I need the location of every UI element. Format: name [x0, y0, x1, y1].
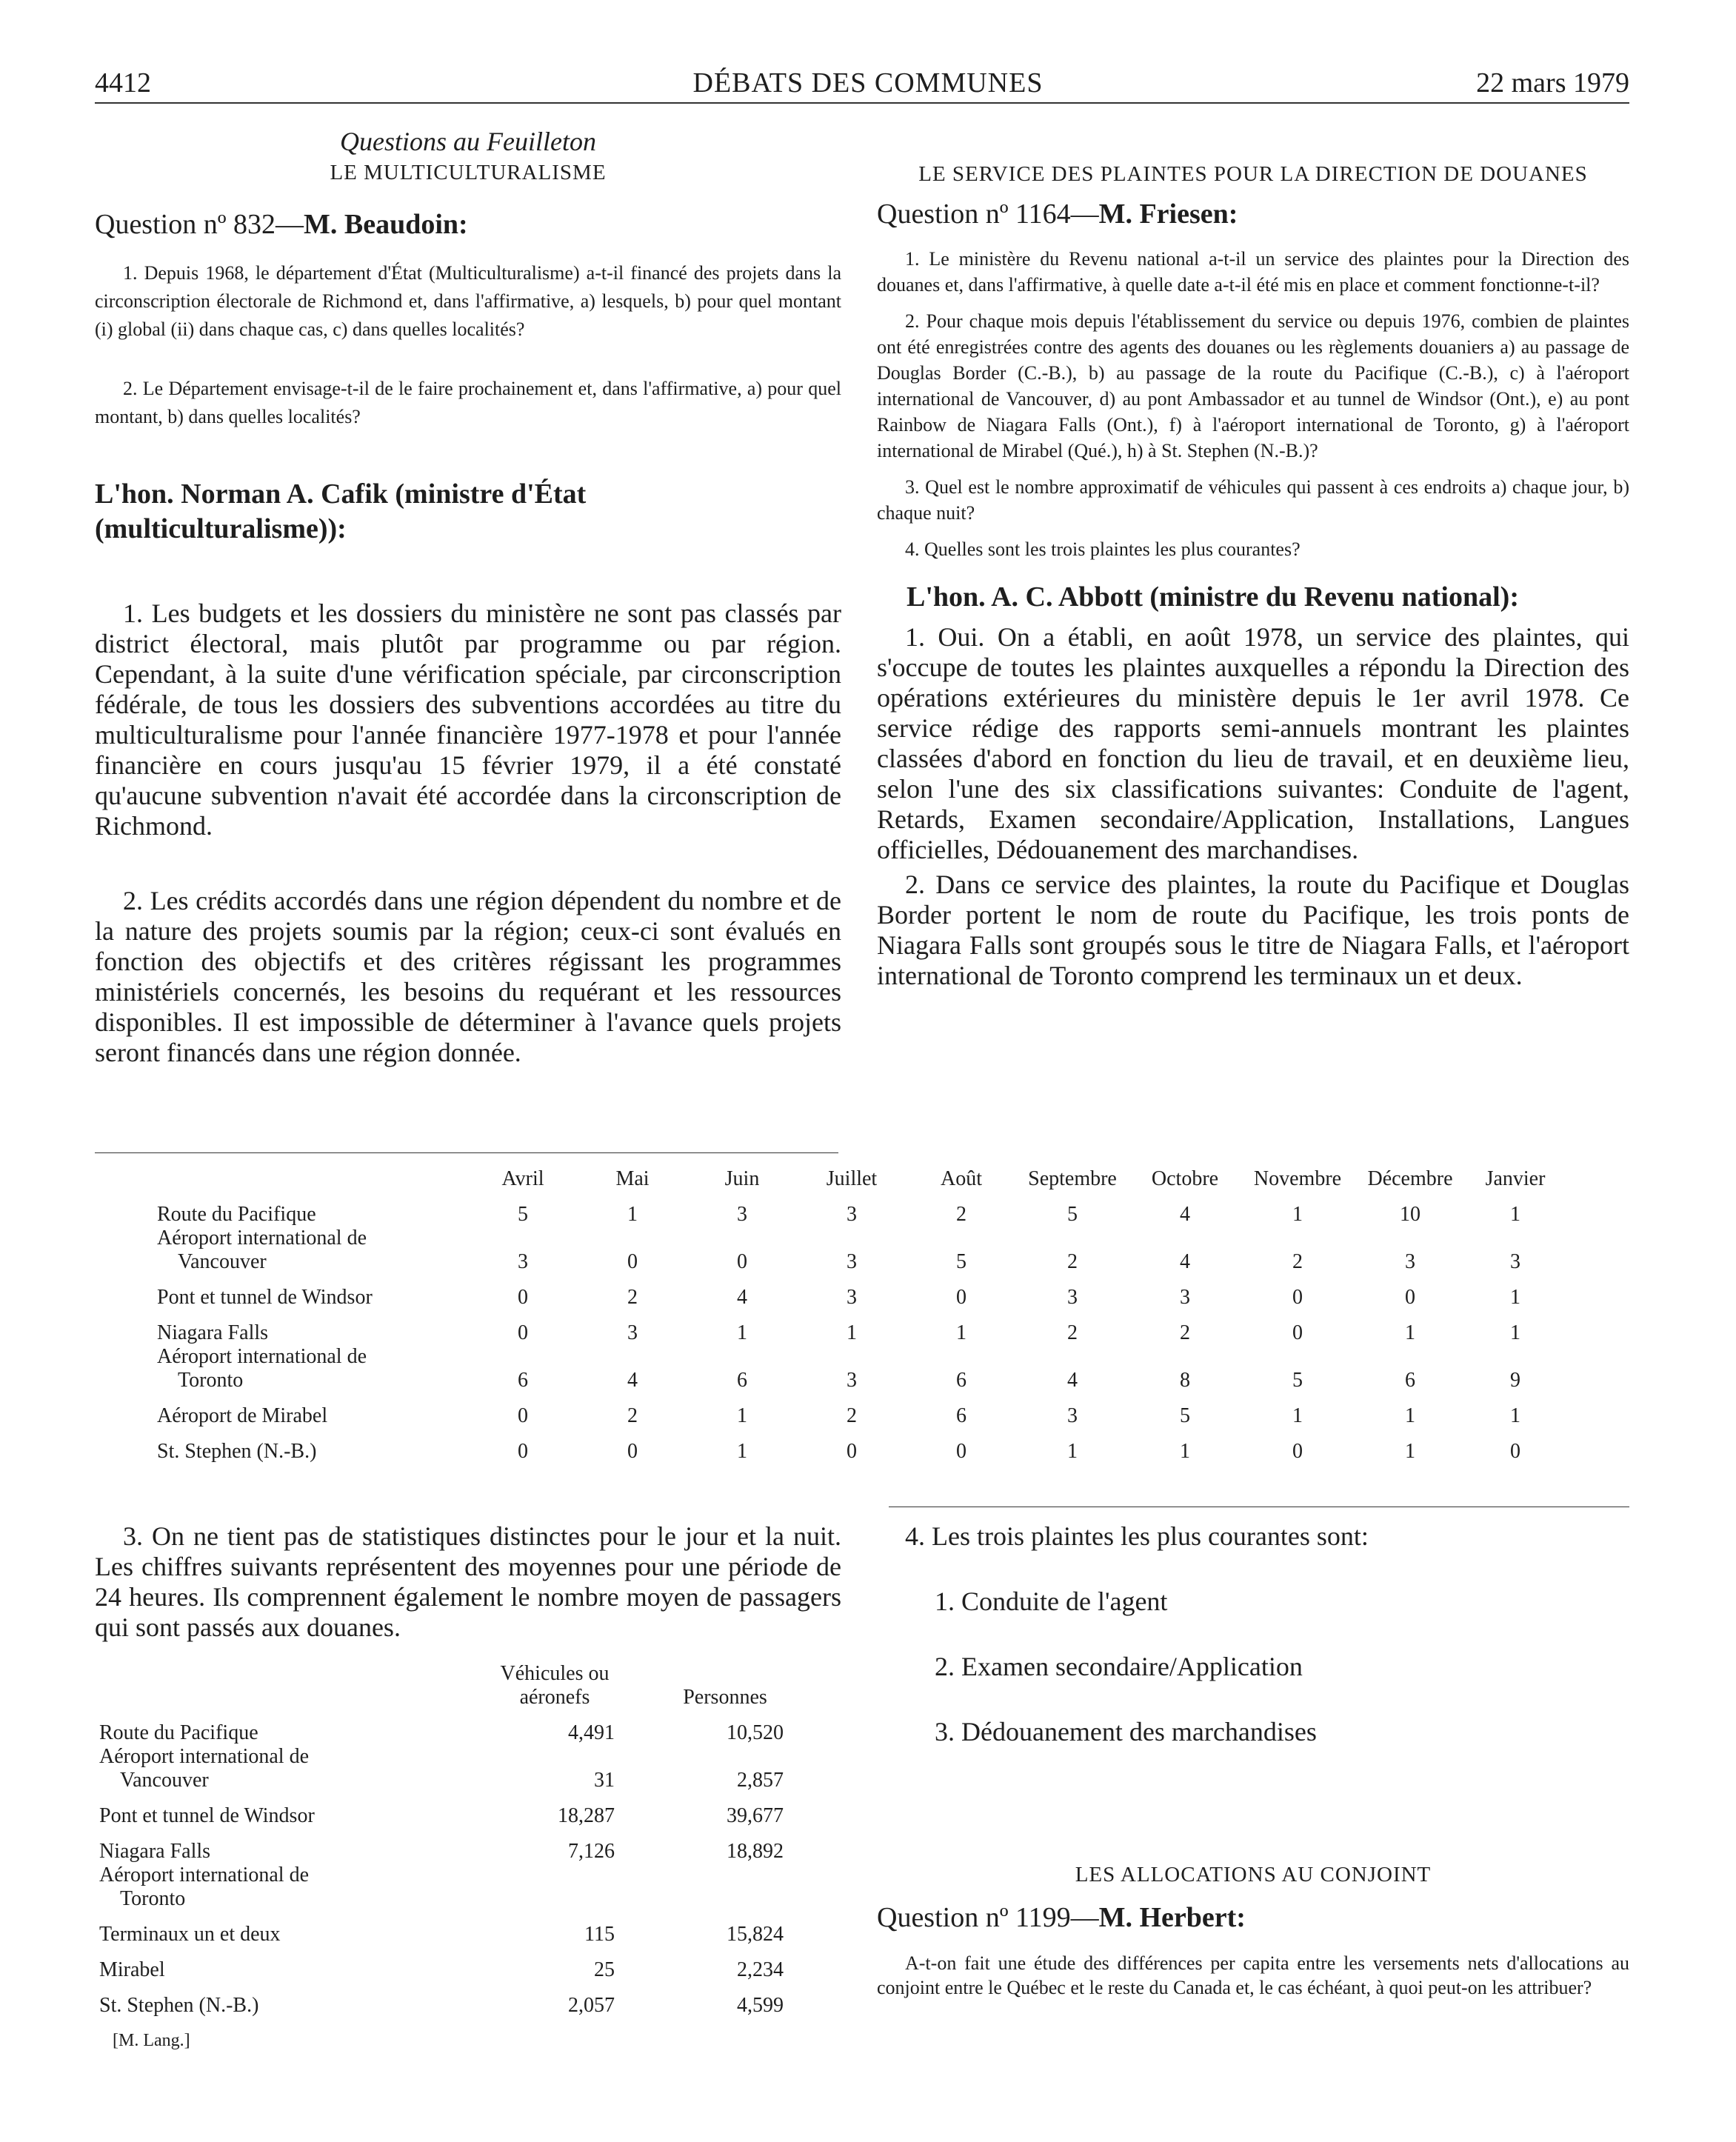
row-label: St. Stephen (N.-B.): [157, 1440, 317, 1463]
answer-paragraph: 2. Dans ce service des plaintes, la route du Pacifique et Douglas Border portent le nom de route du Pacifique, les trois ponts de Niagara Falls sont groupés sous le titre de Niagara Falls, et l'aéroport international de Toronto comprend les terminaux un et deux.: [877, 870, 1629, 990]
table-cell: 1: [1067, 1440, 1078, 1463]
table-cell: 10: [1400, 1203, 1420, 1226]
column-header-month: Novembre: [1253, 1167, 1342, 1190]
table-cell: 6: [737, 1369, 747, 1392]
column-header-month: Mai: [615, 1167, 650, 1190]
table-row: [157, 1392, 1564, 1428]
daily-averages-table: [99, 1662, 795, 2051]
table-cell: 3: [737, 1203, 747, 1226]
monthly-complaints-table: [157, 1161, 1564, 1464]
table-cell: 0: [627, 1250, 638, 1273]
table-row: [99, 1745, 795, 1792]
table-cell: 0: [956, 1286, 967, 1309]
table-cell: [447, 1864, 618, 1911]
section-heading-italic: Questions au Feuilleton: [340, 127, 596, 156]
left-column: [95, 124, 841, 1068]
table-row: [99, 1982, 795, 2018]
table-cell: 2,234: [737, 1958, 784, 1981]
answer-paragraph: 1. Les budgets et les dossiers du ministère ne sont pas classés par district électoral, mais plutôt par programme ou par région. Cependant, à la suite d'une vérification spéciale, par circonscription fédérale, de tous les dossiers des subventions accordées au titre du multiculturalisme pour l'année financière 1977-1978 et pour l'année financière en cours jusqu'au 15 février 1979, il a été constaté qu'aucune subvention n'avait été accordée dans la circonscription de Richmond.: [95, 598, 841, 841]
table-cell: 2: [1292, 1250, 1303, 1273]
table-cell: [618, 1864, 795, 1911]
page-title: DÉBATS DES COMMUNES: [692, 67, 1044, 99]
table-cell: 0: [518, 1286, 528, 1309]
table-cell: 31: [594, 1769, 615, 1792]
minister-cafik: L'hon. Norman A. Cafik (ministre d'État (multiculturalisme)):: [95, 478, 587, 544]
answer-paragraph: 1. Oui. On a établi, en août 1978, un service des plaintes, qui s'occupe de toutes les plaintes auxquelles a répondu la Direction des opérations extérieures du ministère depuis le 1er avril 1978. Ce service rédige des rapports semi-annuels montrant les plaintes classées d'abord en fonction du lieu de travail, et en deuxième lieu, selon l'une des six classifications suivantes: Conduite de l'agent, Retards, Examen secondaire/Application, Installations, Langues officielles, Dédouanement des marchandises.: [877, 622, 1629, 864]
table-row: [99, 1792, 795, 1828]
table-cell: 0: [847, 1440, 857, 1463]
table-row: [157, 1428, 1564, 1464]
column-header-month: Janvier: [1485, 1167, 1546, 1190]
table-cell: 18,892: [727, 1840, 784, 1863]
question-1199-text: A-t-on fait une étude des différences per capita entre les versements nets d'allocations au conjoint entre le Québec et le reste du Canada et, le cas échéant, à quoi peut-on les attribuer?: [877, 1952, 1629, 1998]
table-cell: 3: [627, 1321, 638, 1344]
table-row: [157, 1274, 1564, 1309]
table-cell: 4: [737, 1286, 747, 1309]
table-cell: 1: [847, 1321, 857, 1344]
question-paragraph: 2. Le Département envisage-t-il de le faire prochainement et, dans l'affirmative, a) pour quel montant, b) dans quelles localités?: [95, 378, 841, 427]
row-label: Aéroport international de Toronto: [99, 1864, 310, 1910]
table-cell: 0: [518, 1404, 528, 1427]
table-cell: 1: [1405, 1321, 1415, 1344]
table-cell: 1: [1405, 1440, 1415, 1463]
list-item: 3. Dédouanement des marchandises: [935, 1717, 1317, 1746]
question-1199: Question nº 1199—M. Herbert:: [877, 1902, 1246, 1933]
question-1164: Question nº 1164—M. Friesen:: [877, 198, 1238, 230]
table-cell: 2: [1067, 1250, 1078, 1273]
table-cell: 6: [956, 1404, 967, 1427]
table-cell: 4,599: [737, 1994, 784, 2017]
table-cell: 2: [847, 1404, 857, 1427]
table-row: [157, 1191, 1564, 1227]
table-cell: 9: [1510, 1369, 1520, 1392]
column-header-month: Juin: [724, 1167, 760, 1190]
table-header-row: [157, 1161, 1564, 1191]
question-832: Question nº 832—M. Beaudoin:: [95, 209, 468, 240]
table-cell: 3: [847, 1250, 857, 1273]
table-row: [99, 1709, 795, 1745]
table-cell: 1: [1510, 1286, 1520, 1309]
table-cell: 0: [737, 1250, 747, 1273]
table-cell: 3: [1067, 1286, 1078, 1309]
table-row: [99, 1828, 795, 1864]
table-cell: 2: [1180, 1321, 1190, 1344]
table-cell: 2: [1067, 1321, 1078, 1344]
table-cell: 0: [1405, 1286, 1415, 1309]
answer-paragraph: 2. Les crédits accordés dans une région dépendent du nombre et de la nature des projets soumis par la région; ceux-ci sont évalués en fonction des objectifs et des critères régissant les programmes ministériels concernés, les besoins du requérant et les ressources disponibles. Il est impossible de déterminer à l'avance quels projets seront financés dans une région donnée.: [95, 886, 841, 1067]
question-paragraph: 1. Depuis 1968, le département d'État (Multiculturalisme) a-t-il financé des projets dans la circonscription électorale de Richmond et, dans l'affirmative, a) lesquels, b) pour quel montant (i) global (ii) dans chaque cas, c) dans quelles localités?: [95, 262, 841, 340]
table-cell: 0: [1292, 1286, 1303, 1309]
row-label: Route du Pacifique: [99, 1721, 258, 1744]
section-title-plaintes: LE SERVICE DES PLAINTES POUR LA DIRECTION DE DOUANES: [918, 162, 1588, 186]
row-label: Niagara Falls: [157, 1321, 269, 1344]
row-label: Route du Pacifique: [157, 1203, 316, 1226]
table-header-row: [99, 1662, 795, 1709]
column-header-personnes: Personnes: [683, 1686, 767, 1709]
list-item: 1. Conduite de l'agent: [935, 1587, 1168, 1616]
table-cell: 4: [1180, 1203, 1190, 1226]
table-cell: 3: [847, 1286, 857, 1309]
table-cell: 1: [1510, 1404, 1520, 1427]
table-cell: 5: [1180, 1404, 1190, 1427]
answer-1164: [877, 622, 1629, 991]
question-paragraph: 4. Quelles sont les trois plaintes les plus courantes?: [905, 538, 1301, 560]
table-cell: 1: [1292, 1203, 1303, 1226]
table-cell: 1: [1180, 1440, 1190, 1463]
row-label: Mirabel: [99, 1958, 165, 1981]
table-cell: 0: [1292, 1321, 1303, 1344]
column-header-month: Octobre: [1151, 1167, 1219, 1190]
answer-3: 3. On ne tient pas de statistiques distinctes pour le jour et la nuit. Les chiffres suivants représentent des moyennes pour une période de 24 heures. Ils comprennent également le nombre moyen de passagers qui sont passés aux douanes.: [95, 1521, 841, 1642]
question-1164-text: [877, 246, 1629, 562]
table-cell: 10,520: [727, 1721, 784, 1744]
left-column-rule: [95, 1152, 838, 1153]
table-cell: 2: [956, 1203, 967, 1226]
table-cell: 1: [1510, 1203, 1520, 1226]
table-row: [99, 1946, 795, 1982]
table-cell: 39,677: [727, 1804, 784, 1827]
row-label: Pont et tunnel de Windsor: [157, 1286, 373, 1309]
answer-4-intro: 4. Les trois plaintes les plus courantes sont:: [905, 1521, 1369, 1551]
table-cell: 3: [1405, 1250, 1415, 1273]
question-paragraph: 2. Pour chaque mois depuis l'établissement du service ou depuis 1976, combien de plaintes ont été enregistrées contre des agents des douanes ou les règlements douaniers a) au passage de Douglas Border (C.-B.), b) au passage de la route du Pacifique (C.-B.), c) à l'aéroport international de Vancouver, d) au pont Ambassador et au tunnel de Windsor (Ont.), e) au pont Rainbow de Niagara Falls (Ont.), f) à l'aéroport international de Toronto, g) à l'aéroport international de Mirabel (Qué.), h) à St. Stephen (N.-B.)?: [877, 310, 1629, 461]
author-note: [M. Lang.]: [113, 2031, 190, 2050]
table-cell: 6: [956, 1369, 967, 1392]
table-cell: 0: [956, 1440, 967, 1463]
table-cell: 3: [1180, 1286, 1190, 1309]
table-row: [157, 1227, 1564, 1274]
column-header-month: Avril: [501, 1167, 544, 1190]
table-cell: 0: [1292, 1440, 1303, 1463]
table-cell: 6: [1405, 1369, 1415, 1392]
table-cell: 4: [627, 1369, 638, 1392]
table-cell: 2,857: [737, 1769, 784, 1792]
column-header-month: Septembre: [1028, 1167, 1117, 1190]
row-label: Aéroport de Mirabel: [157, 1404, 328, 1427]
section-title-multiculturalisme: LE MULTICULTURALISME: [330, 161, 607, 184]
table-row: [99, 1864, 795, 1911]
header-rule: [95, 102, 1629, 104]
row-label: Niagara Falls: [99, 1840, 211, 1863]
table-cell: 0: [1510, 1440, 1520, 1463]
column-header-month: Décembre: [1367, 1167, 1453, 1190]
table-cell: 3: [1510, 1250, 1520, 1273]
table-cell: 5: [1067, 1203, 1078, 1226]
list-item: 2. Examen secondaire/Application: [935, 1652, 1303, 1681]
table-cell: 6: [518, 1369, 528, 1392]
table-cell: 3: [847, 1203, 857, 1226]
row-label: St. Stephen (N.-B.): [99, 1994, 259, 2017]
question-832-text: [95, 259, 841, 431]
table-cell: 0: [518, 1440, 528, 1463]
row-label: Aéroport international de Toronto: [157, 1345, 367, 1392]
table-cell: 1: [737, 1440, 747, 1463]
table-cell: 2: [627, 1286, 638, 1309]
table-cell: 4,491: [568, 1721, 615, 1744]
table-cell: 18,287: [558, 1804, 615, 1827]
column-header-vehicules: Véhicules ou aéronefs: [500, 1662, 610, 1709]
table-cell: 8: [1180, 1369, 1190, 1392]
table-cell: 1: [737, 1404, 747, 1427]
row-label: Aéroport international de Vancouver: [157, 1227, 367, 1273]
table-cell: 1: [1405, 1404, 1415, 1427]
question-paragraph: 3. Quel est le nombre approximatif de véhicules qui passent à ces endroits a) chaque jour, b) chaque nuit?: [877, 476, 1629, 524]
right-column: [877, 160, 1629, 991]
minister-abbott: L'hon. A. C. Abbott (ministre du Revenu national):: [907, 581, 1519, 613]
table-cell: 1: [737, 1321, 747, 1344]
table-cell: 3: [847, 1369, 857, 1392]
table-cell: 1: [1510, 1321, 1520, 1344]
table-cell: 1: [956, 1321, 967, 1344]
table-cell: 3: [1067, 1404, 1078, 1427]
row-label: Aéroport international de Vancouver: [99, 1745, 310, 1792]
page-number: 4412: [95, 67, 151, 99]
table-cell: 115: [584, 1923, 615, 1946]
table-cell: 5: [956, 1250, 967, 1273]
page-date: 22 mars 1979: [1476, 67, 1629, 99]
column-header-month: Août: [941, 1167, 982, 1190]
column-header-month: Juillet: [826, 1167, 878, 1190]
table-cell: 4: [1180, 1250, 1190, 1273]
table-cell: 1: [1292, 1404, 1303, 1427]
table-cell: 1: [627, 1203, 638, 1226]
table-cell: 5: [518, 1203, 528, 1226]
row-label: Pont et tunnel de Windsor: [99, 1804, 315, 1827]
table-row: [157, 1309, 1564, 1345]
table-row: [99, 1911, 795, 1946]
table-cell: 2: [627, 1404, 638, 1427]
table-cell: 4: [1067, 1369, 1078, 1392]
table-cell: 0: [518, 1321, 528, 1344]
table-cell: 2,057: [568, 1994, 615, 2017]
section-allocations: [877, 1861, 1629, 2000]
table-cell: 25: [594, 1958, 615, 1981]
table-cell: 7,126: [568, 1840, 615, 1863]
table-cell: 3: [518, 1250, 528, 1273]
table-cell: 0: [627, 1440, 638, 1463]
table-cell: 5: [1292, 1369, 1303, 1392]
section-title-allocations: LES ALLOCATIONS AU CONJOINT: [1075, 1863, 1432, 1886]
table-cell: 15,824: [727, 1923, 784, 1946]
table-row: [157, 1345, 1564, 1392]
question-paragraph: 1. Le ministère du Revenu national a-t-il un service des plaintes pour la Direction des douanes et, dans l'affirmative, à quelle date a-t-il été mis en place et comment fonctionne-t-il?: [877, 248, 1629, 296]
answer-832: [95, 598, 841, 1068]
answer-4: [905, 1520, 1629, 1748]
row-label: Terminaux un et deux: [99, 1923, 281, 1946]
